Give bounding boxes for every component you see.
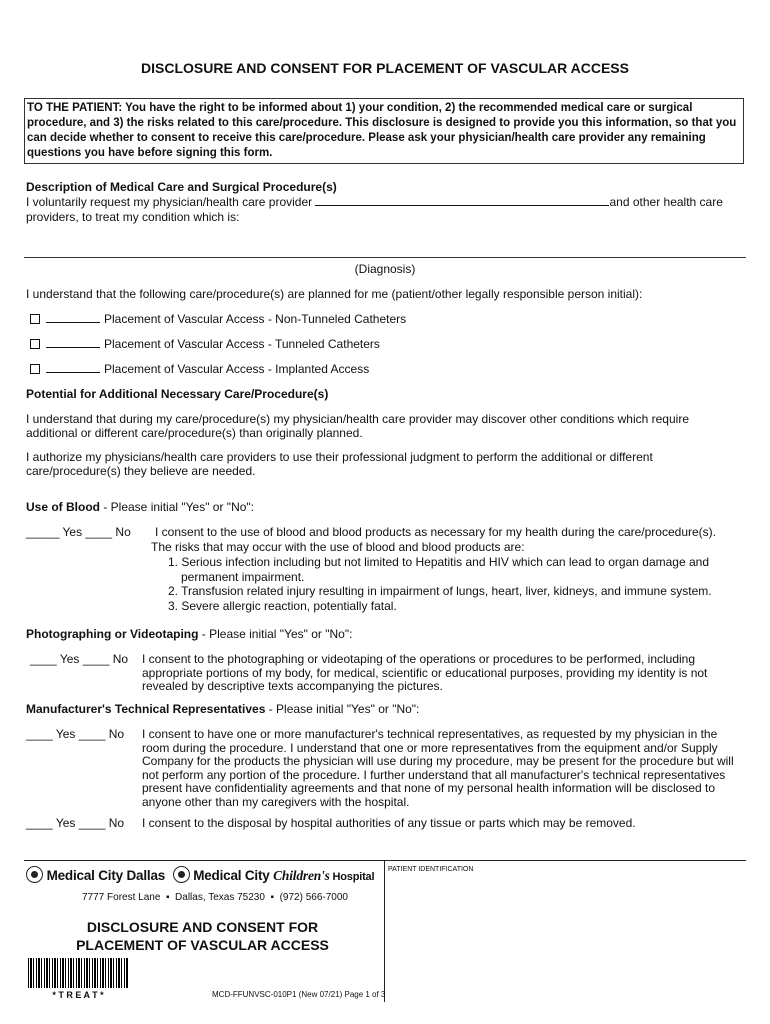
photo-heading-line (26, 628, 352, 642)
footer-divider (24, 860, 746, 861)
medical-city-dallas-logo: Medical City Dallas (46, 868, 166, 883)
procedure-label: Placement of Vascular Access - Tunneled Catheters (104, 337, 380, 351)
childrens-hospital-logo: Medical City Children's Hospital (193, 868, 375, 883)
procedure-item (30, 338, 380, 352)
additional-heading: Potential for Additional Necessary Care/Procedure(s) (26, 387, 329, 401)
initial-field[interactable] (46, 347, 100, 348)
patient-identification-label: PATIENT IDENTIFICATION (388, 866, 474, 873)
photo-instruction: - Please initial "Yes" or "No": (198, 627, 353, 641)
hospital-address: 7777 Forest Lane ▪ Dallas, Texas 75230 ▪ (972) 566-7000 (82, 892, 348, 903)
blood-instruction: - Please initial "Yes" or "No": (100, 500, 254, 514)
planned-intro: I understand that the following care/procedure(s) are planned for me (patient/other legally responsible person initial): (26, 287, 643, 301)
procedure-checkbox[interactable] (30, 364, 40, 374)
procedure-checkbox[interactable] (30, 314, 40, 324)
provider-request-line (26, 196, 746, 210)
barcode (28, 958, 128, 988)
initial-field[interactable] (46, 372, 100, 373)
procedure-label: Placement of Vascular Access - Non-Tunneled Catheters (104, 312, 407, 326)
disposal-consent-text: I consent to the disposal by hospital authorities of any tissue or parts which may be removed. (142, 816, 636, 830)
form-title-1: DISCLOSURE AND CONSENT FOR (86, 919, 319, 935)
form-title-2: PLACEMENT OF VASCULAR ACCESS (76, 937, 329, 953)
description-heading: Description of Medical Care and Surgical Procedure(s) (26, 180, 337, 194)
disposal-yes-no[interactable]: ____ Yes ____ No (26, 816, 125, 830)
diagnosis-label: (Diagnosis) (354, 262, 416, 276)
blood-risk-3: 3. Severe allergic reaction, potentially fatal. (168, 599, 397, 613)
patient-notice-box: TO THE PATIENT: You have the right to be informed about 1) your condition, 2) the recommended medical care or surgical procedure, and 3) the risks related to this care/procedure. This disclosure is designed to provide you this information, so that you can decide whether to consent to receive this care/procedure. Please ask your physician/health care provider any remaining questions you have before signing this form. (24, 98, 744, 164)
manufacturer-instruction: - Please initial "Yes" or "No": (265, 702, 420, 716)
provider-name-field[interactable] (315, 205, 609, 206)
blood-consent-text: I consent to the use of blood and blood products as necessary for my health during the care/procedure(s). (155, 525, 716, 539)
additional-paragraph-2: I authorize my physicians/health care providers to use their professional judgment to perform the additional or different care/procedure(s) they believe are needed. (26, 450, 653, 478)
photo-yes-no[interactable]: ____ Yes ____ No (30, 652, 129, 666)
procedure-label: Placement of Vascular Access - Implanted Access (104, 362, 370, 376)
blood-yes-no[interactable]: _____ Yes ____ No (26, 525, 131, 539)
page-title: DISCLOSURE AND CONSENT FOR PLACEMENT OF VASCULAR ACCESS (141, 60, 629, 76)
procedure-item (30, 313, 406, 327)
medical-city-logo-icon (173, 866, 190, 883)
blood-risk-1-cont: permanent impairment. (181, 570, 305, 584)
barcode-text: * T R E A T * (52, 990, 104, 1000)
medical-city-logo-icon (26, 866, 43, 883)
blood-risk-1: 1. Serious infection including but not limited to Hepatitis and HIV which can lead to organ damage and (168, 555, 709, 569)
photo-heading: Photographing or Videotaping (26, 627, 199, 641)
procedure-item (30, 363, 369, 377)
manufacturer-consent-text: I consent to have one or more manufacturer's technical representatives, as requested by my physician in the room during the procedure. I understand that one or more representatives from the equipment and/or Supply Company for the products the physician will use during my procedure, may be present for the procedure but will not perform any portion of the procedure. I further understand that all manufacturer's technical representatives present have confidentiality agreements and that none of my personal health information will be disclosed to anyone other than my caregivers with the hospital. (142, 727, 734, 809)
manufacturer-heading-line (26, 703, 419, 717)
provider-request-end: and other health care (609, 195, 723, 209)
photo-consent-text: I consent to the photographing or videotaping of the operations or procedures to be performed, including appropriate portions of my body, for medical, scientific or educational purposes, providing my identity is not revealed by descriptive texts accompanying the pictures. (142, 652, 708, 693)
treat-condition-text: providers, to treat my condition which is: (26, 210, 240, 224)
blood-heading-line (26, 501, 254, 515)
manufacturer-heading: Manufacturer's Technical Representatives (26, 702, 266, 716)
diagnosis-field[interactable] (24, 257, 746, 258)
manufacturer-yes-no[interactable]: ____ Yes ____ No (26, 727, 125, 741)
form-code: MCD-FFUNVSC-010P1 (New 07/21) Page 1 of 3 (212, 990, 386, 999)
initial-field[interactable] (46, 322, 100, 323)
hospital-logos (26, 866, 374, 884)
blood-risk-2: 2. Transfusion related injury resulting in impairment of lungs, heart, liver, kidneys, and immune system. (168, 584, 712, 598)
blood-heading: Use of Blood (26, 500, 100, 514)
procedure-checkbox[interactable] (30, 339, 40, 349)
provider-request-text: I voluntarily request my physician/health care provider (26, 195, 313, 209)
additional-paragraph-1: I understand that during my care/procedure(s) my physician/health care provider may discover other conditions which require additional or different care/procedure(s) than originally planned. (26, 412, 689, 440)
blood-risks-intro: The risks that may occur with the use of blood and blood products are: (151, 540, 525, 554)
